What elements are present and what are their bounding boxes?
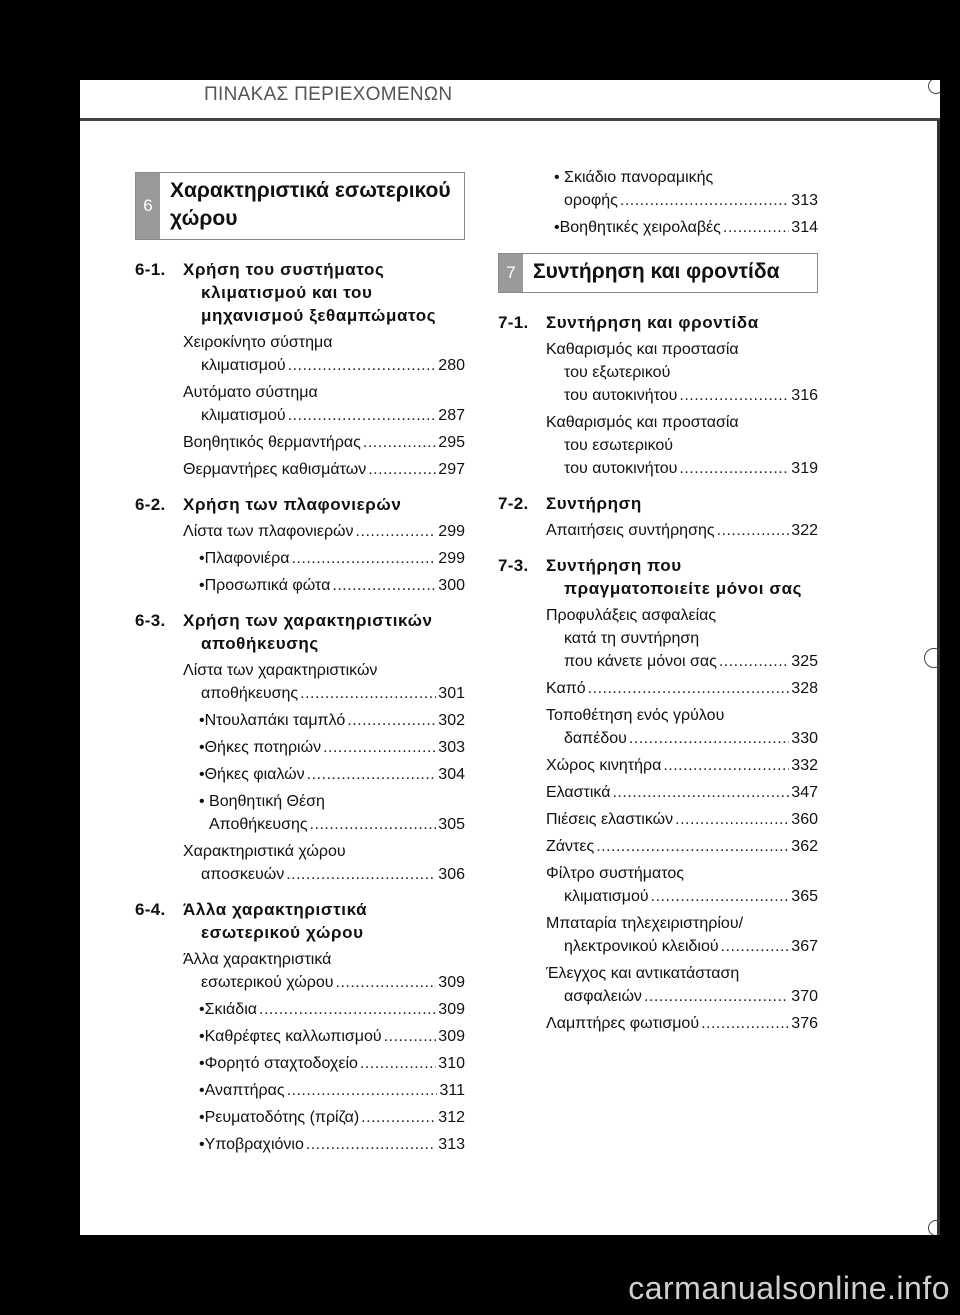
page-number: 376 xyxy=(791,1015,818,1032)
dot-leader xyxy=(721,935,790,958)
toc-entry-text: Ελαστικά xyxy=(546,784,611,801)
subsection-title-line: αποθήκευσης xyxy=(201,634,319,653)
toc-entry-line: κατά τη συντήρηση xyxy=(564,630,700,647)
page-number: 312 xyxy=(438,1109,465,1126)
toc-entry-text: Βοηθητικός θερμαντήρας xyxy=(183,434,361,451)
toc-entry[interactable] xyxy=(135,998,465,1021)
dot-leader xyxy=(620,189,789,212)
toc-entry-text: Χώρος κινητήρα xyxy=(546,757,662,774)
toc-entry-lastline xyxy=(183,431,465,454)
toc-entry-line: Καθαρισμός και προστασία xyxy=(546,414,739,431)
dot-leader xyxy=(307,763,437,786)
toc-entry[interactable] xyxy=(498,338,818,407)
subsection-title-line: Συντήρηση xyxy=(546,494,642,513)
toc-entry-text: κλιματισμού xyxy=(564,888,649,905)
dot-leader xyxy=(360,1052,436,1075)
page-number: 305 xyxy=(438,816,465,833)
toc-entry[interactable] xyxy=(135,736,465,759)
subsection-heading xyxy=(498,492,818,515)
toc-entry-line: Προφυλάξεις ασφαλείας xyxy=(546,607,717,624)
subsection-heading xyxy=(135,609,465,655)
toc-entry-text: του αυτοκινήτου xyxy=(564,387,678,404)
subsection-title-line: Χρήση των πλαφονιερών xyxy=(183,495,402,514)
toc-entry[interactable] xyxy=(135,431,465,454)
dot-leader xyxy=(288,354,437,377)
subsection-title xyxy=(546,554,818,600)
page-number: 303 xyxy=(438,739,465,756)
toc-entry-text: • Θήκες ποτηριών xyxy=(204,739,322,756)
page-number: 370 xyxy=(791,988,818,1005)
page-number: 314 xyxy=(791,219,818,236)
toc-entry-line: Καθαρισμός και προστασία xyxy=(546,341,739,358)
toc-entry-text: Ζάντες xyxy=(546,838,595,855)
watermark: carmanualsonline.info xyxy=(628,1270,950,1306)
page-edge-bar xyxy=(937,120,940,1235)
toc-entry[interactable] xyxy=(498,519,818,542)
toc-entry-text: του αυτοκινήτου xyxy=(564,460,678,477)
subsection-title-line: μηχανισμού ξεθαμπώματος xyxy=(201,306,437,325)
toc-entry-text: ηλεκτρονικού κλειδιού xyxy=(564,938,719,955)
dot-leader xyxy=(384,1025,437,1048)
dot-leader xyxy=(651,885,790,908)
toc-entry-line: Λίστα των χαρακτηριστικών xyxy=(183,662,378,679)
subsection-title xyxy=(546,311,818,334)
dot-leader xyxy=(368,458,436,481)
toc-entry-lastline xyxy=(546,808,818,831)
section-title-line: χώρου xyxy=(170,207,238,230)
page-number: 297 xyxy=(438,461,465,478)
section-header xyxy=(135,172,465,240)
toc-column-right xyxy=(498,162,818,1035)
page-number: 328 xyxy=(791,680,818,697)
toc-entry-lastline xyxy=(546,677,818,700)
toc-entry-text: ασφαλειών xyxy=(564,988,642,1005)
toc-entry-text: • Ντουλαπάκι ταμπλό xyxy=(204,712,346,729)
toc-entry-line: Φίλτρο συστήματος xyxy=(546,865,684,882)
dot-leader xyxy=(323,736,436,759)
dot-leader xyxy=(286,863,436,886)
page-number: 322 xyxy=(791,522,818,539)
toc-entry-lastline xyxy=(199,1052,465,1075)
page-number: 367 xyxy=(791,938,818,955)
toc-entry-lastline xyxy=(183,404,465,427)
toc-entry[interactable] xyxy=(498,862,818,908)
toc-entry-text: • Προσωπικά φώτα xyxy=(204,577,331,594)
subsection-title xyxy=(546,492,818,515)
toc-entry-lastline xyxy=(199,547,465,570)
page-number: 309 xyxy=(438,974,465,991)
dot-leader xyxy=(288,404,437,427)
toc-entry-line: • Βοηθητική Θέση xyxy=(199,790,465,813)
registration-mark-icon xyxy=(924,648,940,668)
dot-leader xyxy=(723,216,789,239)
subsection-heading xyxy=(498,554,818,600)
toc-entry-lastline xyxy=(554,216,818,239)
page-number: 365 xyxy=(791,888,818,905)
dot-leader xyxy=(336,971,437,994)
toc-entry-text: • Φορητό σταχτοδοχείο xyxy=(204,1055,358,1072)
page-number: 347 xyxy=(791,784,818,801)
page-number: 295 xyxy=(438,434,465,451)
subsection-title-line: Χρήση του συστήματος xyxy=(183,260,385,279)
toc-entry[interactable] xyxy=(498,808,818,831)
subsection-title xyxy=(183,493,465,516)
dot-leader xyxy=(310,813,437,836)
toc-entry-line: του εσωτερικού xyxy=(564,437,674,454)
page-number: 362 xyxy=(791,838,818,855)
dot-leader xyxy=(596,835,789,858)
toc-entry-lastline xyxy=(199,763,465,786)
subsection-heading xyxy=(135,898,465,944)
toc-entry-text: κλιματισμού xyxy=(201,357,286,374)
toc-entry[interactable] xyxy=(135,1052,465,1075)
subsection-title-line: Συντήρηση που xyxy=(546,556,682,575)
dot-leader xyxy=(679,384,789,407)
toc-entry-lastline xyxy=(546,835,818,858)
toc-entry-line: Μπαταρία τηλεχειριστηρίου/ xyxy=(546,915,744,932)
toc-entry[interactable] xyxy=(498,781,818,804)
page-number: 300 xyxy=(438,577,465,594)
page-number: 330 xyxy=(791,730,818,747)
toc-entry-text: • Σκιάδια xyxy=(204,1001,258,1018)
toc-entry[interactable] xyxy=(498,962,818,1008)
toc-entry[interactable] xyxy=(135,1106,465,1129)
dot-leader xyxy=(679,457,789,480)
subsection-title-line: Άλλα χαρακτηριστικά xyxy=(183,900,368,919)
subsection-number: 6-1. xyxy=(135,260,166,279)
page-number: 313 xyxy=(791,192,818,209)
toc-entry-lastline xyxy=(183,458,465,481)
toc-entry[interactable] xyxy=(135,547,465,570)
toc-entry-lastline xyxy=(546,781,818,804)
toc-entry-line: • Σκιάδιο πανοραμικής xyxy=(554,166,818,189)
crop-mark-icon xyxy=(928,1220,940,1235)
page-number: 299 xyxy=(438,550,465,567)
toc-entry[interactable] xyxy=(135,763,465,786)
toc-entry-line: Χειροκίνητο σύστημα xyxy=(183,334,333,351)
subsection-title xyxy=(183,898,465,944)
toc-entry[interactable] xyxy=(135,381,465,427)
page-number: 306 xyxy=(438,866,465,883)
toc-entry[interactable] xyxy=(135,840,465,886)
toc-entry-text: εσωτερικού χώρου xyxy=(201,974,334,991)
toc-entry[interactable] xyxy=(498,216,818,239)
toc-entry-text: Λίστα των πλαφονιερών xyxy=(183,523,354,540)
subsection-heading xyxy=(498,311,818,334)
page-number: 360 xyxy=(791,811,818,828)
toc-entry-text: • Βοηθητικές χειρολαβές xyxy=(559,219,721,236)
dot-leader xyxy=(361,1106,436,1129)
section-title-line: Συντήρηση και φροντίδα xyxy=(533,260,780,283)
toc-entry[interactable] xyxy=(498,1012,818,1035)
toc-entry-lastline xyxy=(199,1106,465,1129)
toc-entry-lastline xyxy=(546,985,818,1008)
toc-entry[interactable] xyxy=(135,574,465,597)
toc-entry-line: Αυτόματο σύστημα xyxy=(183,384,318,401)
toc-entry-text: Θερμαντήρες καθισμάτων xyxy=(183,461,367,478)
toc-entry-text: • Πλαφονιέρα xyxy=(204,550,290,567)
dot-leader xyxy=(675,808,789,831)
toc-entry[interactable] xyxy=(498,411,818,480)
page-number: 309 xyxy=(438,1028,465,1045)
page-number: 304 xyxy=(438,766,465,783)
section-header xyxy=(498,253,818,293)
section-title xyxy=(160,173,459,239)
toc-entry-text: • Θήκες φιαλών xyxy=(204,766,305,783)
page-number: 319 xyxy=(791,460,818,477)
subsection-number: 7-1. xyxy=(498,313,529,332)
toc-entry-lastline xyxy=(546,1012,818,1035)
toc-entry-text: • Αναπτήρας xyxy=(204,1082,285,1099)
subsection-heading xyxy=(135,493,465,516)
dot-leader xyxy=(347,709,436,732)
toc-entry[interactable] xyxy=(135,458,465,481)
dot-leader xyxy=(717,519,790,542)
page-number: 325 xyxy=(791,653,818,670)
toc-entry-lastline xyxy=(546,885,818,908)
toc-entry-lastline xyxy=(546,384,818,407)
toc-entry-lastline xyxy=(199,709,465,732)
toc-entry-lastline xyxy=(199,736,465,759)
toc-entry[interactable] xyxy=(135,1025,465,1048)
section-title xyxy=(523,254,788,292)
dot-leader xyxy=(719,650,789,673)
dot-leader xyxy=(588,677,790,700)
dot-leader xyxy=(644,985,789,1008)
subsection-title-line: κλιματισμού και του xyxy=(201,283,373,302)
toc-entry[interactable] xyxy=(135,520,465,543)
toc-entry[interactable] xyxy=(135,948,465,994)
page-number: 309 xyxy=(438,1001,465,1018)
toc-entry-lastline xyxy=(199,574,465,597)
subsection-number: 7-3. xyxy=(498,556,529,575)
dot-leader xyxy=(356,520,437,543)
crop-mark-icon xyxy=(928,80,940,94)
toc-entry-text: • Υποβραχιόνιο xyxy=(204,1136,304,1153)
page-number: 310 xyxy=(438,1055,465,1072)
toc-entry-lastline xyxy=(183,520,465,543)
toc-entry-text: που κάνετε μόνοι σας xyxy=(564,653,717,670)
dot-leader xyxy=(287,1079,438,1102)
subsection-number: 6-3. xyxy=(135,611,166,630)
page-number: 299 xyxy=(438,523,465,540)
page-number: 316 xyxy=(791,387,818,404)
toc-entry[interactable] xyxy=(135,1079,465,1102)
toc-entry-lastline xyxy=(183,971,465,994)
toc-entry-lastline xyxy=(546,650,818,673)
subsection-title-line: Συντήρηση και φροντίδα xyxy=(546,313,759,332)
section-number: 6 xyxy=(136,173,160,239)
dot-leader xyxy=(306,1133,436,1156)
toc-entry[interactable] xyxy=(135,659,465,705)
subsection-number: 6-2. xyxy=(135,495,166,514)
toc-entry-line: Άλλα χαρακτηριστικά xyxy=(183,951,332,968)
dot-leader xyxy=(291,547,436,570)
toc-entry-line: του εξωτερικού xyxy=(564,364,671,381)
toc-entry-text: οροφής xyxy=(564,192,618,209)
header-rule xyxy=(80,118,940,121)
section-title-line: Χαρακτηριστικά εσωτερικού xyxy=(170,179,451,202)
toc-entry-text: Αποθήκευσης xyxy=(209,816,308,833)
toc-entry-lastline xyxy=(199,1133,465,1156)
toc-entry-lastline xyxy=(199,1025,465,1048)
subsection-title xyxy=(183,609,465,655)
running-header: ΠΙΝΑΚΑΣ ΠΕΡΙΕΧΟΜΕΝΩΝ xyxy=(204,84,453,105)
toc-entry-line: Τοποθέτηση ενός γρύλου xyxy=(546,707,725,724)
dot-leader xyxy=(612,781,789,804)
toc-entry-line: Έλεγχος και αντικατάσταση xyxy=(546,965,740,982)
page-number: 287 xyxy=(438,407,465,424)
page-number: 280 xyxy=(438,357,465,374)
toc-entry-line: Χαρακτηριστικά χώρου xyxy=(183,843,346,860)
toc-entry-lastline xyxy=(183,354,465,377)
dot-leader xyxy=(363,431,436,454)
toc-entry-lastline xyxy=(546,754,818,777)
toc-entry[interactable] xyxy=(498,912,818,958)
toc-entry-lastline xyxy=(546,519,818,542)
toc-entry-text: Λαμπτήρες φωτισμού xyxy=(546,1015,700,1032)
dot-leader xyxy=(300,682,436,705)
toc-entry[interactable] xyxy=(498,166,818,212)
dot-leader xyxy=(663,754,789,777)
page-number: 313 xyxy=(438,1136,465,1153)
page-number: 302 xyxy=(438,712,465,729)
toc-entry[interactable] xyxy=(135,709,465,732)
toc-entry[interactable] xyxy=(135,331,465,377)
toc-entry-text: • Καθρέφτες καλλωπισμού xyxy=(204,1028,382,1045)
section-number: 7 xyxy=(499,254,523,292)
subsection-title-line: Χρήση των χαρακτηριστικών xyxy=(183,611,433,630)
toc-entry-lastline xyxy=(183,863,465,886)
toc-entry-lastline xyxy=(554,189,818,212)
subsection-heading xyxy=(135,258,465,327)
toc-entry-text: κλιματισμού xyxy=(201,407,286,424)
toc-entry[interactable] xyxy=(135,1133,465,1156)
dot-leader xyxy=(332,574,436,597)
toc-entry-lastline xyxy=(546,457,818,480)
toc-entry-text: αποσκευών xyxy=(201,866,285,883)
toc-entry-text: αποθήκευσης xyxy=(201,685,299,702)
toc-entry[interactable] xyxy=(498,704,818,750)
toc-entry[interactable] xyxy=(498,677,818,700)
toc-entry-text: δαπέδου xyxy=(564,730,627,747)
toc-entry-text: • Ρευματοδότης (πρίζα) xyxy=(204,1109,360,1126)
page-number: 332 xyxy=(791,757,818,774)
toc-entry-text: Απαιτήσεις συντήρησης xyxy=(546,522,715,539)
toc-entry-lastline xyxy=(546,935,818,958)
toc-entry-lastline xyxy=(546,727,818,750)
toc-entry-lastline xyxy=(199,813,465,836)
subsection-title xyxy=(183,258,465,327)
subsection-title-line: εσωτερικού χώρου xyxy=(201,923,364,942)
toc-entry-lastline xyxy=(199,998,465,1021)
dot-leader xyxy=(629,727,789,750)
toc-entry[interactable] xyxy=(135,790,465,836)
toc-entry-lastline xyxy=(199,1079,465,1102)
subsection-number: 6-4. xyxy=(135,900,166,919)
manual-page xyxy=(80,80,940,1235)
toc-entry[interactable] xyxy=(498,604,818,673)
toc-entry-text: Καπό xyxy=(546,680,586,697)
toc-entry-text: Πιέσεις ελαστικών xyxy=(546,811,674,828)
toc-entry-lastline xyxy=(183,682,465,705)
dot-leader xyxy=(701,1012,789,1035)
dot-leader xyxy=(259,998,436,1021)
toc-column-left xyxy=(135,172,465,1156)
page-number: 301 xyxy=(438,685,465,702)
subsection-number: 7-2. xyxy=(498,494,529,513)
subsection-title-line: πραγματοποιείτε μόνοι σας xyxy=(564,579,803,598)
toc-entry[interactable] xyxy=(498,754,818,777)
page-number: 311 xyxy=(439,1082,465,1099)
toc-entry[interactable] xyxy=(498,835,818,858)
